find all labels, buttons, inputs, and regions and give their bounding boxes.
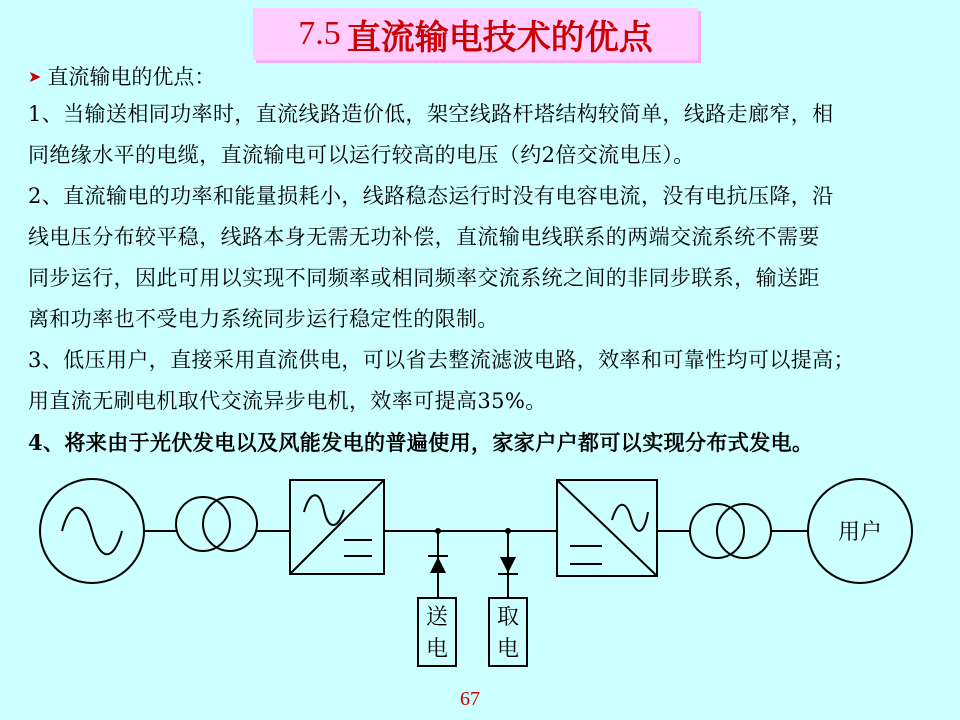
send-diode-icon — [428, 556, 448, 573]
inverter-icon — [557, 480, 657, 576]
paragraph-line: 线电压分布较平稳，线路本身无需无功补偿，直流输电线联系的两端交流系统不需要 — [28, 225, 820, 249]
page-number: 67 — [460, 688, 480, 710]
paragraph-line: 3、低压用户，直接采用直流供电，可以省去整流滤波电路，效率和可靠性均可以提高； — [28, 348, 855, 372]
paragraph-line: 1、当输送相同功率时，直流线路造价低，架空线路杆塔结构较简单，线路走廊窄，相 — [28, 102, 834, 126]
user-label: 用户 — [837, 520, 883, 545]
receive-diode-icon — [498, 557, 518, 574]
title-section-number: 7.5 — [298, 15, 341, 52]
title-text: 直流输电技术的优点 — [346, 17, 653, 58]
paragraph-line: 同绝缘水平的电缆，直流输电可以运行较高的电压（约2倍交流电压）。 — [28, 143, 695, 167]
subheading-text: 直流输电的优点： — [47, 65, 216, 89]
paragraph-line: 离和功率也不受电力系统同步运行稳定性的限制。 — [28, 307, 499, 331]
receive-label-2: 电 — [496, 637, 520, 662]
send-label-1: 送 — [425, 605, 449, 630]
paragraph-line: 同步运行，因此可用以实现不同频率或相同频率交流系统之间的非同步联系，输送距 — [28, 266, 820, 290]
right-transformer-icon — [690, 504, 771, 558]
sine-wave-icon — [62, 508, 122, 555]
rectifier-icon — [290, 480, 384, 574]
left-transformer-icon — [176, 497, 257, 551]
paragraph-line: 2、直流输电的功率和能量损耗小，线路稳态运行时没有电容电流，没有电抗压降，沿 — [28, 184, 834, 208]
send-label-2: 电 — [425, 637, 449, 662]
paragraph-line: 用直流无刷电机取代交流异步电机，效率可提高35%。 — [28, 389, 547, 413]
receive-label-1: 取 — [496, 605, 520, 630]
arrow-bullet-icon: ➤ — [28, 67, 42, 86]
paragraph-line: 4、将来由于光伏发电以及风能发电的普遍使用，家家户户都可以实现分布式发电。 — [28, 430, 814, 455]
